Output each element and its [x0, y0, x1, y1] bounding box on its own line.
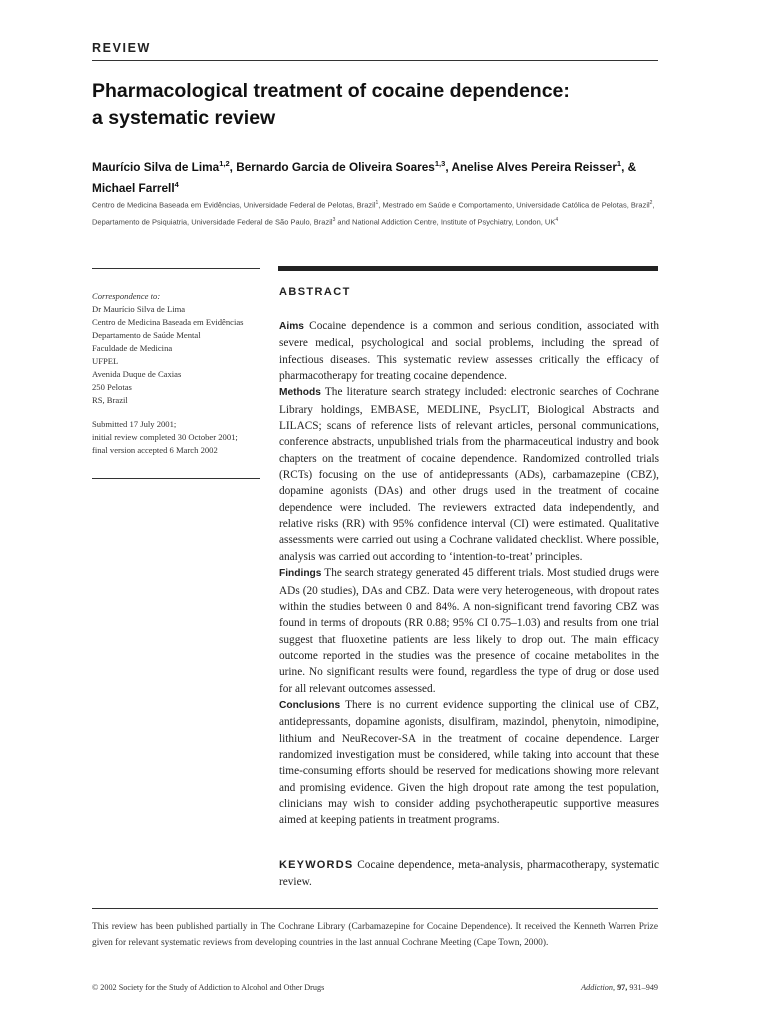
- correspondence-line: UFPEL: [92, 356, 119, 366]
- affiliation-mark: 3: [332, 216, 336, 223]
- submission-line: final version accepted 6 March 2002: [92, 445, 218, 455]
- copyright: © 2002 Society for the Study of Addiction to Alcohol and Other Drugs: [92, 983, 325, 992]
- affiliations: Centro de Medicina Baseada em Evidências, Universidade Federal de Pelotas, Brazil$^1$, Mestrado em Saúde e Comportamento, Universidade Católica de Pelotas, Brazil$^2$, Departamento de Psiquiatria, Universidade Federal de São Paulo, Brazil$^3$ and National Addiction Centre, Institute of Psychiatry, London, $UK^4$: [92, 200, 655, 226]
- correspondence-line: Faculdade de Medicina: [92, 343, 173, 353]
- journal-name: Addiction,: [581, 983, 616, 992]
- correspondence-line: RS, Brazil: [92, 395, 128, 405]
- abstract-section-findings: [279, 565, 659, 697]
- sidebar-divider-bottom: [92, 478, 260, 479]
- top-divider: [92, 60, 658, 61]
- correspondence-line: Avenida Duque de Caxias: [92, 369, 182, 379]
- author-affiliation-mark: 4: [174, 179, 179, 189]
- affiliation-text: National Addiction Centre, Institute of Psychiatry, London, UK: [352, 217, 556, 226]
- author-separator: ,: [621, 159, 628, 174]
- author-list: [92, 155, 672, 197]
- abstract-section-methods: [279, 384, 659, 565]
- section-label: REVIEW: [92, 41, 151, 55]
- author-separator: &: [627, 159, 637, 174]
- correspondence-address: [92, 303, 264, 407]
- author-affiliation-mark: 1,3: [434, 159, 446, 168]
- correspondence-block: [92, 290, 264, 457]
- journal-reference: [581, 983, 658, 992]
- correspondence-line: Centro de Medicina Baseada em Evidências: [92, 317, 244, 327]
- submission-line: initial review completed 30 October 2001;: [92, 432, 238, 442]
- author-separator: ,: [445, 159, 452, 174]
- abstract-section-tag: Aims: [279, 321, 304, 332]
- abstract-section-conclusions: [279, 697, 659, 829]
- affiliation-mark: 4: [555, 216, 559, 223]
- correspondence-label: Correspondence to:: [92, 291, 161, 301]
- footnote: This review has been published partially in The Cochrane Library (Carbamazepine for Cocaine Dependence). It received the Kenneth Warren Prize given for relevant systematic reviews from developing countries in the last annual Cochrane Meeting (Cape Town, 2000).: [92, 922, 658, 948]
- correspondence-line: Departamento de Saúde Mental: [92, 330, 201, 340]
- affiliation-text: Centro de Medicina Baseada em Evidências, Universidade Federal de Pelotas, Brazil: [92, 200, 376, 210]
- abstract-heading: ABSTRACT: [279, 286, 351, 298]
- author-affiliation-mark: 1,2: [219, 159, 230, 168]
- author-name: Maurício Silva de Lima: [92, 159, 220, 174]
- abstract-section-text: The search strategy generated 45 different trials. Most studied drugs were ADs (20 studies), DAs and CBZ. Data were very heterogeneous, with dropout rates within the studies between 0 and 84%. A non-significant trend favoring CBZ was found in terms of dropouts (RR 0.88; 95% CI 0.75–1.03) and results from one trial suggest that fluoxetine patients are less likely to drop out. The main efficacy outcome reported in the studies was the presence of cocaine metabolites in the urine. No significant results were found, regardless the type of drug or dose used for all relevant outcomes assessed.: [279, 567, 660, 695]
- author-name: Michael Farrell: [92, 180, 175, 195]
- abstract-divider-top: [278, 266, 658, 271]
- correspondence-line: 250 Pelotas: [92, 382, 132, 392]
- affiliation-text: Departamento de Psiquiatria, Universidade Federal de São Paulo, Brazil: [92, 217, 333, 226]
- keywords-block: [279, 857, 659, 890]
- abstract-section-tag: Conclusions: [279, 699, 341, 711]
- keywords-label: KEYWORDS: [279, 859, 354, 871]
- journal-pages: 931–949: [629, 983, 658, 992]
- abstract-body: [279, 318, 659, 829]
- submission-line: Submitted 17 July 2001;: [92, 419, 177, 429]
- title-line-2: a systematic review: [92, 107, 276, 129]
- abstract-section-tag: Findings: [279, 568, 322, 580]
- author-affiliation-mark: 1: [616, 159, 622, 168]
- abstract-section-text: Cocaine dependence is a common and serious condition, associated with severe medical, psychological and social problems, including the spread of infectious diseases. This systematic review assesses critically the efficacy of pharmacotherapy for treating cocaine dependence.: [279, 320, 659, 383]
- abstract-section-text: The literature search strategy included: electronic searches of Cochrane Library holdings, EMBASE, MEDLINE, PsycLIT, Biological Abstracts and LILACS; scans of reference lists of relevant articles, personal communications, conference abstracts, unpublished trials from the pharmaceutical industry and book chapters on the treatment of cocaine dependence. Randomized controlled trials (RCTs) focusing on the use of antidepressants (ADs), carbamazepine (CBZ), dopamine agonists (DAs) and other drugs used in the treatment of cocaine dependence were included. The reviewers extracted data independently, and relative risks (RR) with 95% confidence interval (CI) were estimated. Qualitative assessments were carried out using a Cochrane validated checklist. Where possible, analysis was carried out according to ‘intention-to-treat’ principles.: [279, 386, 660, 563]
- correspondence-line: Dr Maurício Silva de Lima: [92, 304, 186, 314]
- footnote-divider: [92, 908, 658, 909]
- affiliation-mark: 1: [375, 200, 379, 206]
- author-name: Anelise Alves Pereira Reisser: [451, 159, 617, 174]
- abstract-section-tag: Methods: [279, 387, 321, 399]
- author-separator: ,: [229, 159, 237, 174]
- keywords-text: Cocaine dependence, meta-analysis, pharmacotherapy, systematic review.: [279, 859, 659, 888]
- abstract-section-text: There is no current evidence supporting the clinical use of CBZ, antidepressants, dopamine agonists, disulfiram, mazindol, phenytoin, nimodipine, lithium and NeuRecover-SA in the treatment of cocaine dependence. Larger randomized investigation must be considered, while taking into account that these time-consuming efforts should be reserved for medications showing more relevant and promising evidence. Given the high dropout rate among the test population, clinicians may wish to consider adding psychotherapeutic supportive measures aimed at keeping patients in treatment programs.: [279, 698, 659, 827]
- abstract-section-aims: [279, 318, 659, 384]
- article-title: [92, 78, 662, 132]
- affiliation-text: Mestrado em Saúde e Comportamento, Universidade Católica de Pelotas, Brazil: [382, 200, 650, 210]
- author-name: Bernardo Garcia de Oliveira Soares: [236, 159, 435, 174]
- submission-dates: [92, 418, 264, 457]
- title-line-1: Pharmacological treatment of cocaine dependence:: [92, 80, 570, 102]
- sidebar-divider-top: [92, 268, 260, 269]
- journal-volume: 97,: [617, 983, 628, 992]
- affiliation-mark: 2: [649, 200, 653, 206]
